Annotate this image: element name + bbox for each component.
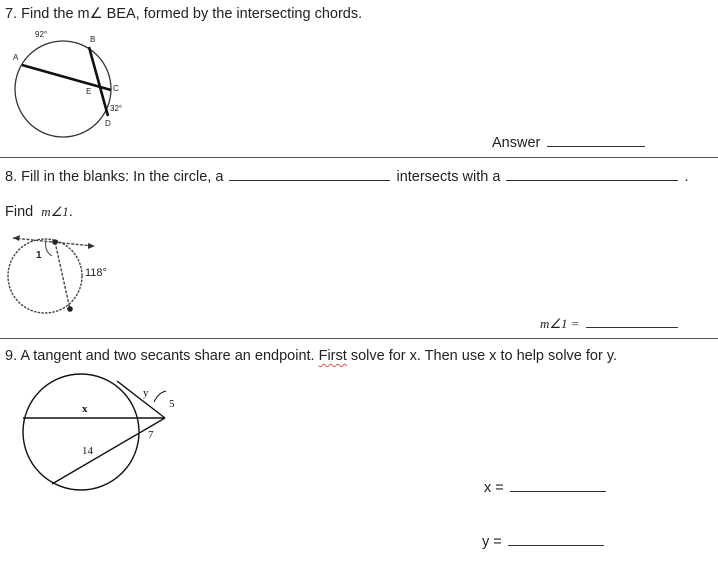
- q7-label-E: E: [86, 87, 92, 96]
- q7-label-D: D: [105, 119, 111, 128]
- q7-answer-label: Answer: [492, 135, 541, 151]
- q9-y-label: y =: [482, 534, 502, 550]
- q9-secant-lower: [52, 418, 165, 484]
- q9-label-y: y: [143, 387, 149, 399]
- q8-find-end: .: [68, 204, 73, 220]
- q7-label-A: A: [13, 53, 19, 62]
- q9-prompt-c: solve for x. Then use x to help solve for y.: [350, 348, 618, 364]
- q7-prompt: 7. Find the m∠ BEA, formed by the intersecting chords.: [5, 6, 363, 22]
- q8-find-text: Find: [5, 204, 34, 220]
- q7-label-32: 32°: [110, 104, 123, 113]
- q8-part1: 8. Fill in the blanks: In the circle, a: [5, 169, 224, 185]
- q8-part3: .: [684, 169, 689, 185]
- q8-part2: intersects with a: [396, 169, 501, 185]
- q9-x-answer: [484, 479, 606, 496]
- q9-y-answer: [482, 533, 604, 550]
- q9-angle-arc: [154, 391, 166, 402]
- q9-label-x: x: [82, 403, 88, 415]
- q9-label-5: 5: [169, 398, 175, 410]
- q8-label-118: 118°: [85, 267, 107, 279]
- q8-answer-label: m∠1 =: [540, 316, 580, 331]
- q9-x-blank[interactable]: [510, 479, 606, 492]
- q9-x-label: x =: [484, 480, 504, 496]
- q7-label-92: 92°: [35, 30, 48, 39]
- q8-find-expr: m∠1: [41, 204, 69, 219]
- q9-label-7: 7: [148, 429, 154, 441]
- q7-label-B: B: [90, 35, 96, 44]
- q8-label-1: 1: [36, 250, 42, 261]
- q9-label-14: 14: [82, 445, 93, 457]
- q9-tangent: [117, 381, 165, 418]
- q9-circle: [23, 374, 139, 490]
- q9-prompt-first: First: [318, 348, 347, 364]
- q7-label-C: C: [113, 84, 119, 93]
- q9-prompt-a: 9. A tangent and two secants share an endpoint.: [5, 348, 315, 364]
- q9-y-blank[interactable]: [508, 533, 604, 546]
